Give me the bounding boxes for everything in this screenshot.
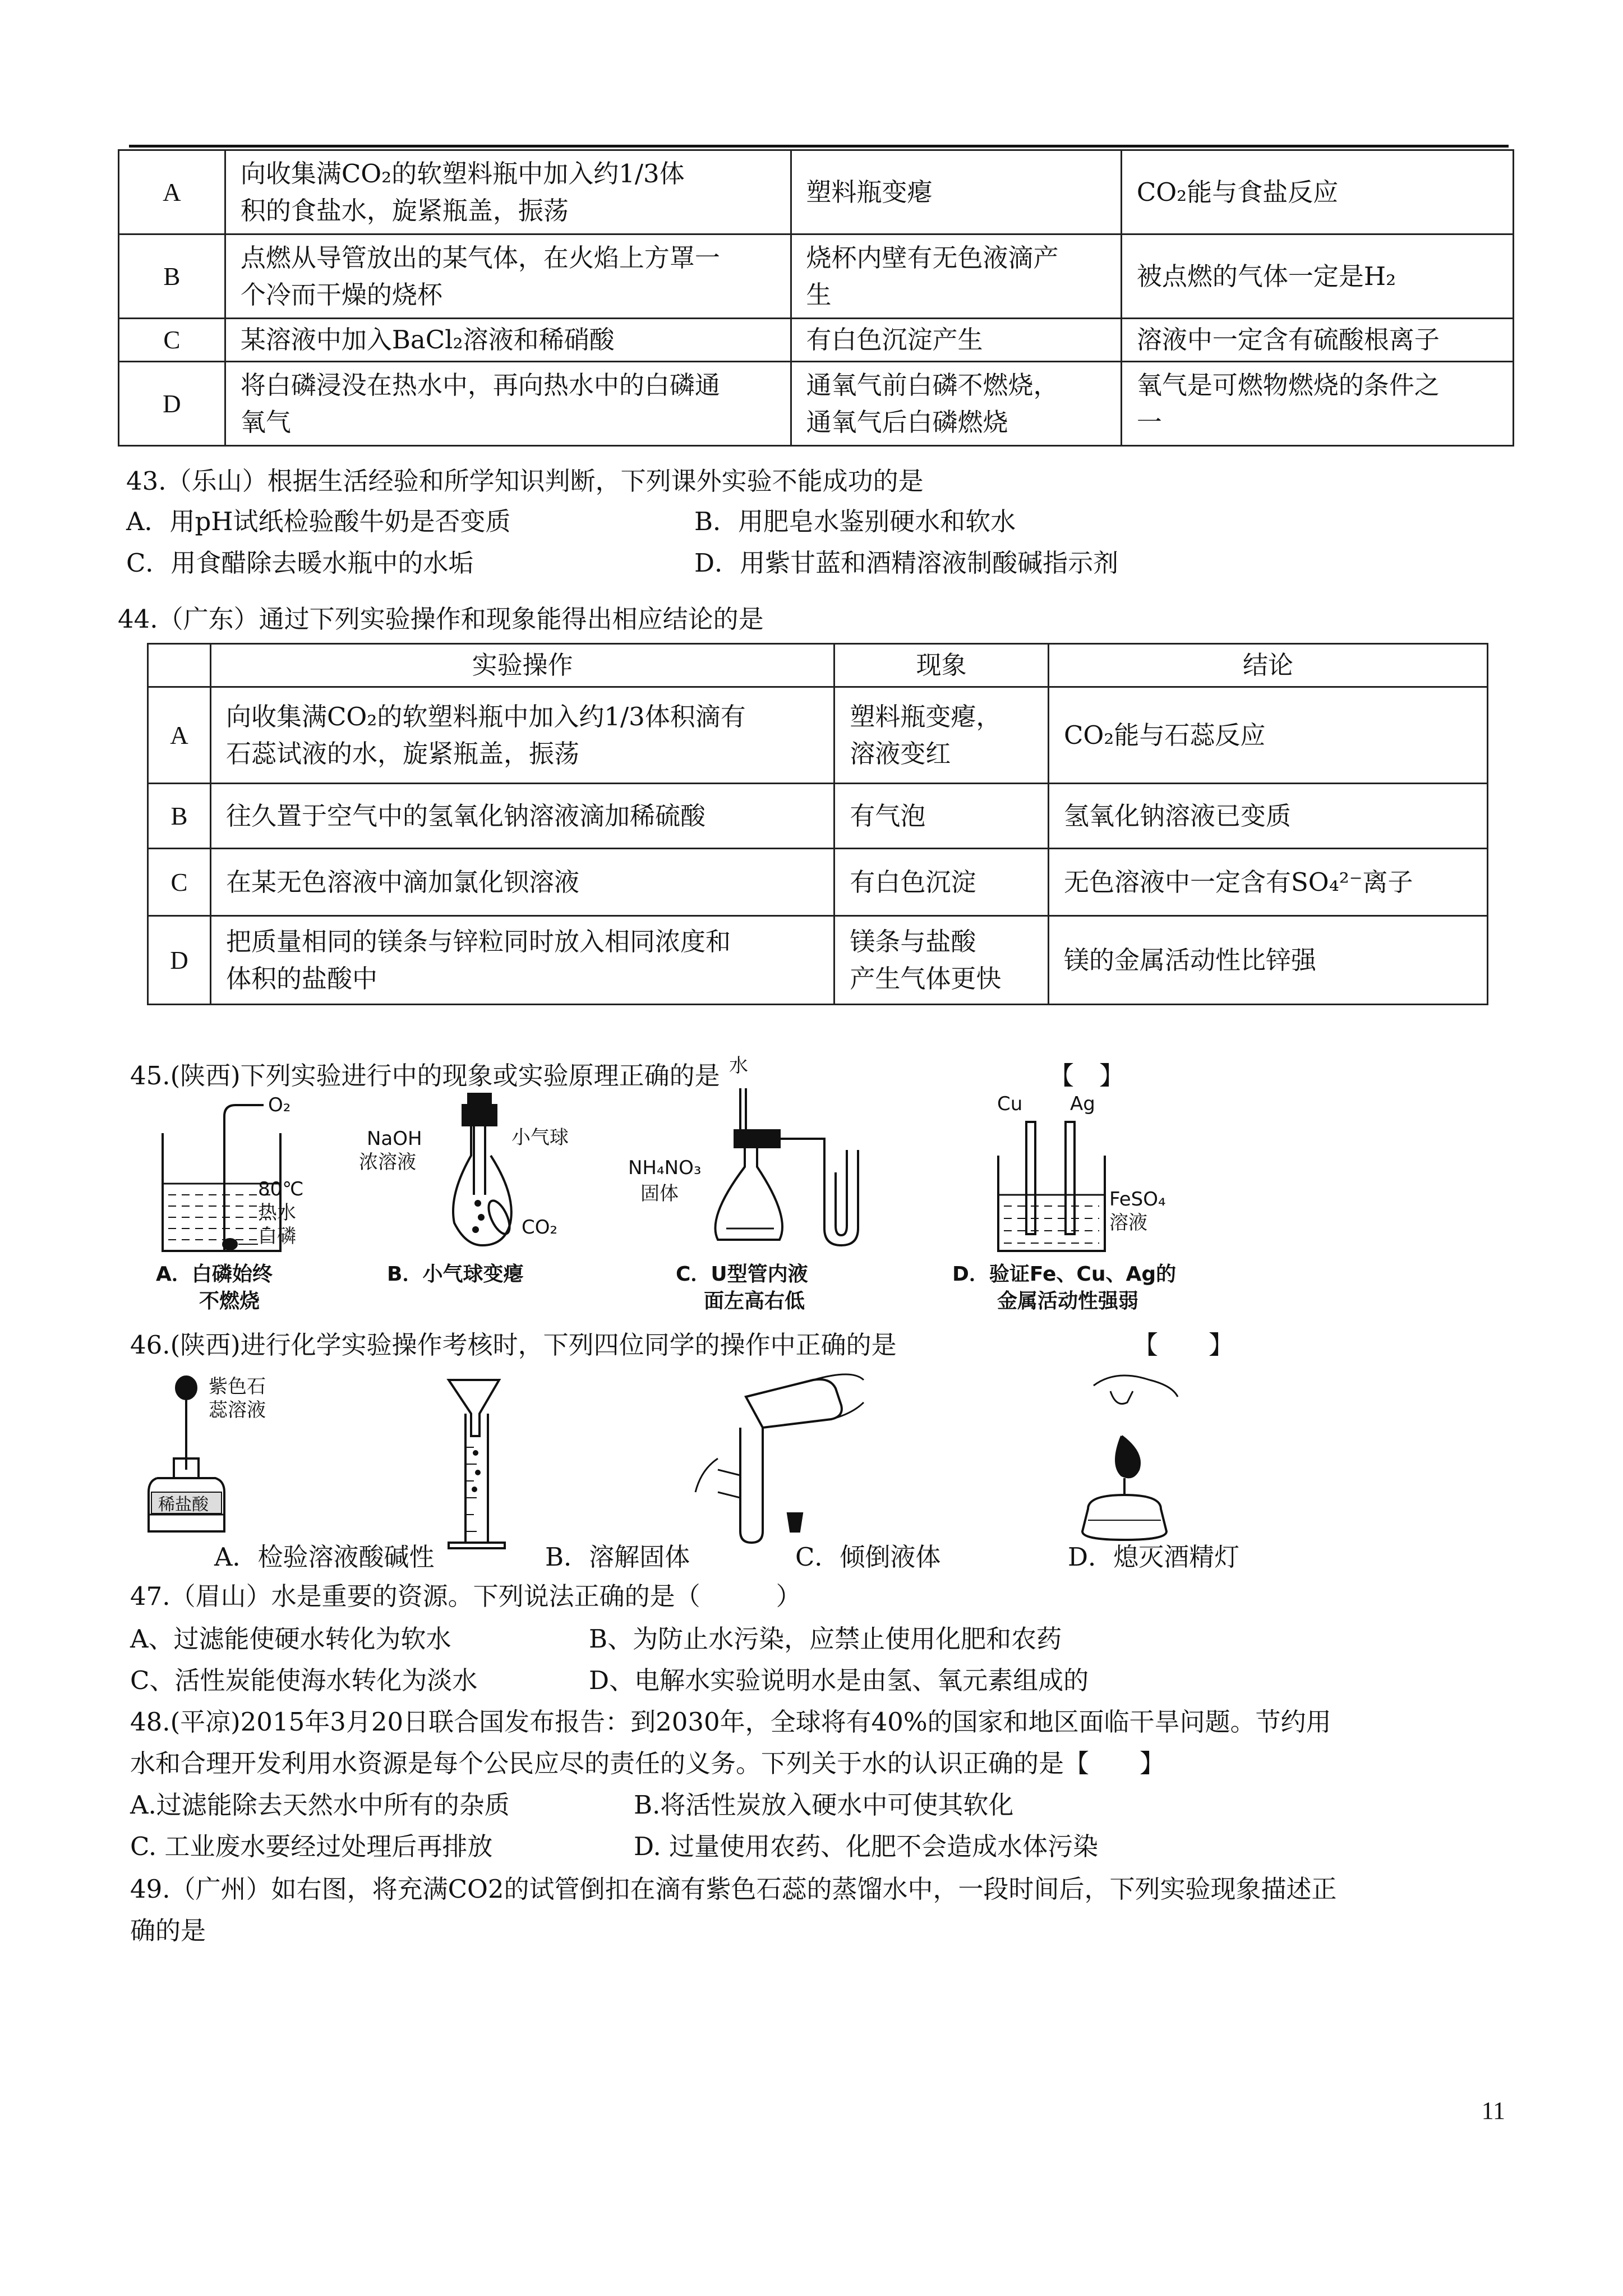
- q48-option-d: D. 过量使用农药、化肥不会造成水体污染: [634, 1832, 1099, 1861]
- q43-option-b: B．用肥皂水鉴别硬水和软水: [694, 507, 1016, 536]
- q45-caption-b: B．小气球变瘪: [387, 1263, 524, 1286]
- cell-operation: 把质量相同的镁条与锌粒同时放入相同浓度和 体积的盐酸中: [210, 916, 834, 1005]
- q47-option-c: C、活性炭能使海水转化为淡水: [130, 1665, 478, 1695]
- row-key: C: [119, 319, 225, 362]
- cell-phenomenon: 有白色沉淀产生: [791, 319, 1121, 362]
- q48-stem-line2: 水和合理开发利用水资源是每个公民应尽的责任的义务。下列关于水的认识正确的是【 】: [130, 1749, 1165, 1778]
- table-row: [148, 784, 1488, 849]
- cell-phenomenon: 通氧气前白磷不燃烧， 通氧气后白磷燃烧: [791, 362, 1121, 446]
- cell-conclusion: 无色溶液中一定含有SO₄²⁻离子: [1048, 849, 1487, 916]
- table-header-row: [148, 644, 1488, 687]
- table-row: [119, 150, 1514, 234]
- row-key: B: [148, 784, 211, 849]
- q46-option-a: A．检验溶液酸碱性: [214, 1542, 435, 1572]
- q45-bracket: 【 】: [1049, 1061, 1125, 1091]
- table-row: [148, 687, 1488, 784]
- q45-c-water-label: 水: [729, 1055, 748, 1077]
- cell-conclusion: CO₂能与食盐反应: [1121, 150, 1513, 234]
- q45-caption-a-line2: 不燃烧: [199, 1290, 260, 1313]
- q45-caption-d-line1: D．验证Fe、Cu、Ag的: [952, 1263, 1177, 1286]
- cell-conclusion: 氧气是可燃物燃烧的条件之 一: [1121, 362, 1513, 446]
- header-operation: 实验操作: [210, 644, 834, 687]
- q46-figure-c: [684, 1363, 869, 1543]
- q45-stem: 45.(陕西)下列实验进行中的现象或实验原理正确的是: [130, 1061, 720, 1091]
- row-key: A: [119, 150, 225, 234]
- q46-option-d: D．熄灭酒精灯: [1068, 1542, 1240, 1572]
- q45-a-o2-label: O₂: [268, 1094, 291, 1116]
- top-rule: [129, 145, 1509, 148]
- q45-a-phosphorus-label: 白磷: [258, 1225, 296, 1248]
- q45-d-ag-label: Ag: [1070, 1093, 1095, 1115]
- cell-operation: 向收集满CO₂的软塑料瓶中加入约1/3体积滴有 石蕊试液的水，旋紧瓶盖，振荡: [210, 687, 834, 784]
- table-2: [147, 643, 1488, 1005]
- cell-conclusion: 溶液中一定含有硫酸根离子: [1121, 319, 1513, 362]
- q46-figure-d: [1054, 1369, 1200, 1548]
- table-row: [119, 362, 1514, 446]
- q47-stem: 47.（眉山）水是重要的资源。下列说法正确的是（ ）: [130, 1581, 801, 1611]
- q48-stem-line1: 48.(平凉)2015年3月20日联合国发布报告：到2030年，全球将有40%的国家和地区面临干旱问题。节约用: [130, 1707, 1331, 1737]
- cell-operation: 某溶液中加入BaCl₂溶液和稀硝酸: [225, 319, 791, 362]
- q45-b-balloon-label: 小气球: [511, 1126, 569, 1149]
- q47-option-d: D、电解水实验说明水是由氢、氧元素组成的: [589, 1665, 1089, 1695]
- q44-stem: 44.（广东）通过下列实验操作和现象能得出相应结论的是: [118, 604, 764, 634]
- q43-stem: 43.（乐山）根据生活经验和所学知识判断，下列课外实验不能成功的是: [126, 466, 924, 496]
- q43-option-d: D．用紫甘蓝和酒精溶液制酸碱指示剂: [694, 548, 1119, 578]
- q43-option-a: A．用pH试纸检验酸牛奶是否变质: [126, 507, 511, 536]
- row-key: A: [148, 687, 211, 784]
- q45-figure-d: [993, 1099, 1138, 1262]
- row-key: B: [119, 234, 225, 319]
- q46-stem: 46.(陕西)进行化学实验操作考核时，下列四位同学的操作中正确的是: [130, 1330, 897, 1360]
- cell-phenomenon: 塑料瓶变瘪: [791, 150, 1121, 234]
- q45-d-feso4-label: FeSO₄: [1109, 1188, 1166, 1211]
- cell-phenomenon: 有气泡: [834, 784, 1049, 849]
- q46-option-c: C．倾倒液体: [795, 1542, 941, 1572]
- q45-b-naoh-label: NaOH: [367, 1128, 422, 1150]
- q45-c-nh4no3-label: NH₄NO₃: [628, 1157, 702, 1179]
- cell-operation: 点燃从导管放出的某气体，在火焰上方罩一 个冷而干燥的烧杯: [225, 234, 791, 319]
- q45-caption-d-line2: 金属活动性强弱: [997, 1290, 1139, 1313]
- row-key: D: [148, 916, 211, 1005]
- q48-option-c: C. 工业废水要经过处理后再排放: [130, 1832, 493, 1861]
- cell-phenomenon: 有白色沉淀: [834, 849, 1049, 916]
- q49-stem-line2: 确的是: [130, 1916, 206, 1945]
- cell-phenomenon: 烧杯内壁有无色液滴产 生: [791, 234, 1121, 319]
- cell-conclusion: CO₂能与石蕊反应: [1048, 687, 1487, 784]
- cell-conclusion: 被点燃的气体一定是H₂: [1121, 234, 1513, 319]
- cell-operation: 向收集满CO₂的软塑料瓶中加入约1/3体 积的食盐水，旋紧瓶盖，振荡: [225, 150, 791, 234]
- q46-option-b: B．溶解固体: [545, 1542, 690, 1572]
- q45-caption-a-line1: A．白磷始终: [156, 1263, 273, 1286]
- q45-a-water-label: 热水: [258, 1202, 296, 1224]
- header-phenomenon: 现象: [834, 644, 1049, 687]
- table-row: [148, 849, 1488, 916]
- cell-conclusion: 氢氧化钠溶液已变质: [1048, 784, 1487, 849]
- q47-option-a: A、过滤能使硬水转化为软水: [130, 1624, 451, 1654]
- q46-acid-label: 稀盐酸: [158, 1495, 209, 1515]
- q45-d-cu-label: Cu: [997, 1093, 1023, 1115]
- cell-conclusion: 镁的金属活动性比锌强: [1048, 916, 1487, 1005]
- q45-figure-c: [695, 1077, 942, 1257]
- q46-bracket: 【 】: [1133, 1330, 1234, 1360]
- table-row: [119, 319, 1514, 362]
- header-conclusion: 结论: [1048, 644, 1487, 687]
- table-row: [148, 916, 1488, 1005]
- page-number: 11: [1481, 2097, 1505, 2124]
- q46-litmus-label-1: 紫色石: [209, 1375, 266, 1398]
- q45-a-temp-label: 80℃: [258, 1178, 304, 1200]
- q45-caption-c-line1: C．U型管内液: [676, 1263, 808, 1286]
- row-key: C: [148, 849, 211, 916]
- q48-option-a: A.过滤能除去天然水中所有的杂质: [130, 1790, 510, 1820]
- q49-stem-line1: 49.（广州）如右图，将充满CO2的试管倒扣在滴有紫色石蕊的蒸馏水中，一段时间后，下列实验现象描述正: [130, 1874, 1337, 1904]
- cell-operation: 将白磷浸没在热水中，再向热水中的白磷通 氧气: [225, 362, 791, 446]
- q43-option-c: C．用食醋除去暖水瓶中的水垢: [126, 548, 474, 578]
- q46-figure-b: [437, 1374, 538, 1554]
- row-key: D: [119, 362, 225, 446]
- q45-c-solid-label: 固体: [640, 1182, 679, 1205]
- q45-d-solution-label: 溶液: [1109, 1212, 1147, 1234]
- cell-phenomenon: 塑料瓶变瘪， 溶液变红: [834, 687, 1049, 784]
- table-1: [118, 149, 1514, 447]
- q45-b-conc-label: 浓溶液: [359, 1151, 416, 1174]
- q45-b-co2-label: CO₂: [522, 1216, 558, 1239]
- table-row: [119, 234, 1514, 319]
- cell-operation: 往久置于空气中的氢氧化钠溶液滴加稀硫酸: [210, 784, 834, 849]
- q48-option-b: B.将活性炭放入硬水中可使其软化: [634, 1790, 1014, 1820]
- q46-litmus-label-2: 蕊溶液: [209, 1399, 266, 1421]
- q47-option-b: B、为防止水污染，应禁止使用化肥和农药: [589, 1624, 1062, 1654]
- q45-caption-c-line2: 面左高右低: [704, 1290, 805, 1313]
- cell-operation: 在某无色溶液中滴加氯化钡溶液: [210, 849, 834, 916]
- cell-phenomenon: 镁条与盐酸 产生气体更快: [834, 916, 1049, 1005]
- header-empty: [148, 644, 211, 687]
